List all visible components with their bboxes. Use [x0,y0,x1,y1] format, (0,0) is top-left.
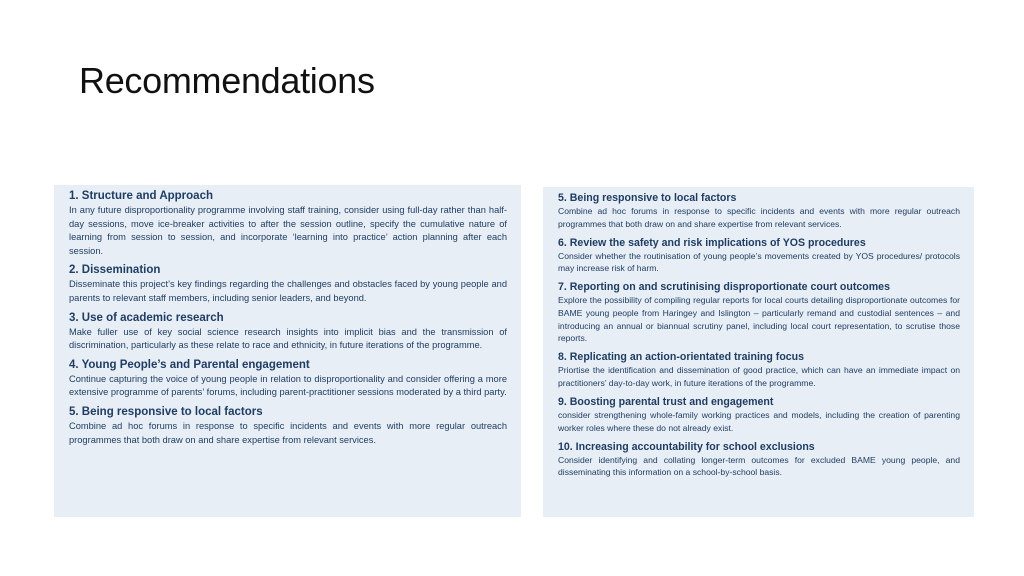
section-heading: 10. Increasing accountability for school exclusions [558,440,815,453]
section-heading: 8. Replicating an action-orientated training focus [558,351,805,364]
recommendation-section [69,311,507,353]
recommendation-section [558,191,960,230]
section-heading: 7. Reporting on and scrutinising disproportionate court outcomes [558,281,890,294]
recommendation-section [558,395,960,434]
recommendation-section [558,350,960,389]
section-body: Consider identifying and collating longer-term outcomes for excluded BAME young people, and disseminating this information on a school-by-school basis. [558,454,960,478]
section-heading: 5. Being responsive to local factors [69,405,263,418]
section-body: Combine ad hoc forums in response to specific incidents and events with more regular outreach programmes that both draw on and share expertise from relevant services. [558,206,960,229]
section-body: In any future disproportionality programme involving staff training, consider using full-day rather than half-day sessions, move ice-breaker activities to after the session outline, specify the cumulative nature of learning from session to session, and incorporate ‘learning into practice’ action planning after each session. [69,205,507,256]
recommendation-section [558,236,960,275]
recommendations-panel-right [543,187,974,517]
section-body: Explore the possibility of compiling regular reports for local courts detailing disproportionate outcomes for BAME young people from Haringey and Islington – particularly remand and custodial sentences – and introducing an annual or biannual scrutiny panel, including local court representation, to scrutise those reports. [558,295,960,344]
section-body: Combine ad hoc forums in response to specific incidents and events with more regular outreach programmes that both draw on and share expertise from relevant services. [69,420,507,445]
recommendation-section [69,358,507,400]
section-heading: 5. Being responsive to local factors [558,192,737,204]
section-body: Continue capturing the voice of young people in relation to disproportionality and consider offering a more extensive programme of parents’ forums, including parent-practitioner sessions moderated by a third party. [69,373,507,398]
recommendation-section [558,280,960,344]
recommendation-section [69,189,507,258]
section-body: Make fuller use of key social science research insights into implicit bias and the transmission of discrimination, particularly as these relate to race and ethnicity, in future iterations of the programme. [69,326,507,351]
slide-title: Recommendations [79,60,375,101]
section-body: Consider whether the routinisation of young people’s movements created by YOS procedures/ protocols may increase risk of harm. [558,250,960,274]
section-heading: 4. Young People’s and Parental engagement [69,358,310,371]
section-heading: 2. Dissemination [69,264,161,277]
recommendation-section [69,405,507,447]
section-heading: 9. Boosting parental trust and engagement [558,395,774,408]
section-body: consider strengthening whole-family working practices and models, including the creation of parenting worker roles where these do not already exist. [558,409,960,433]
section-body: Priortise the identification and dissemination of good practice, which can have an immediate impact on practitioners’ day-to-day work, in future iterations of the programme. [558,365,960,388]
section-heading: 6. Review the safety and risk implications of YOS procedures [558,236,866,249]
section-heading: 1. Structure and Approach [69,190,213,202]
section-heading: 3. Use of academic research [69,311,224,324]
section-body: Disseminate this project’s key findings regarding the challenges and obstacles faced by young people and parents to relevant staff members, including senior leaders, and beyond. [69,279,507,303]
recommendation-section [558,440,960,479]
recommendations-panel-left [54,185,521,517]
recommendation-section [69,263,507,305]
